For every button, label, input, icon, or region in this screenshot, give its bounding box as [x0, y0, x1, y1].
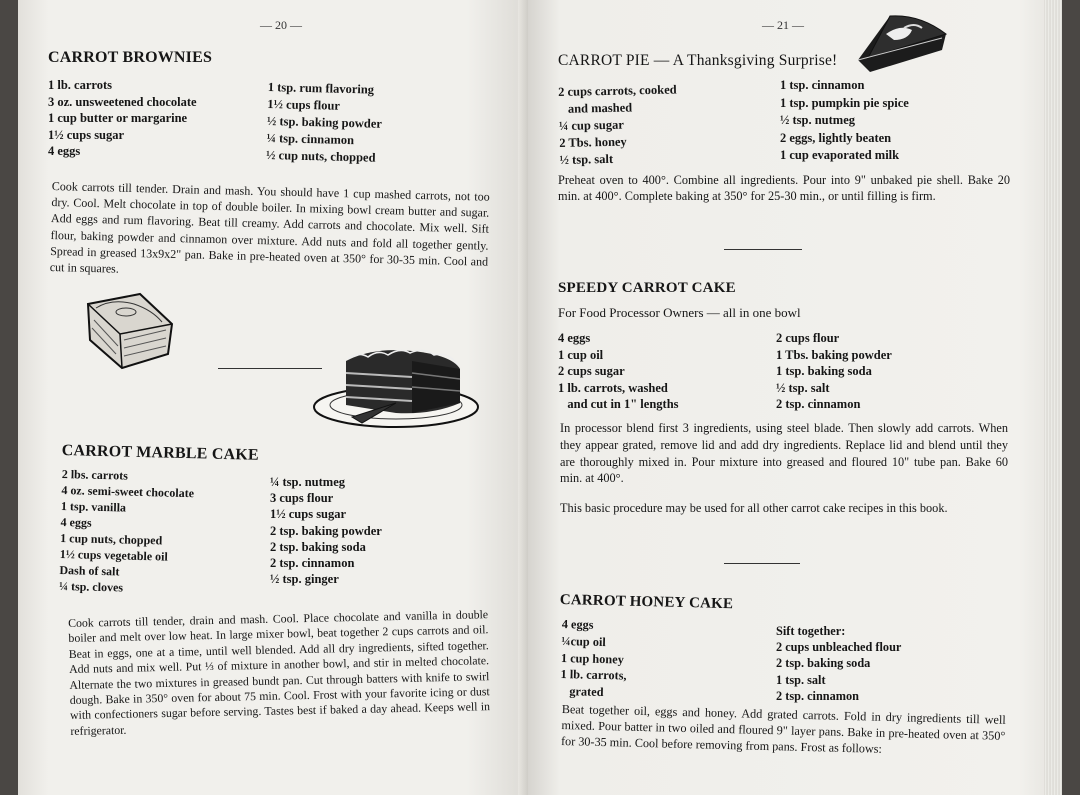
ingredient-item: grated: [559, 684, 604, 700]
ingredient-item: 2 tsp. cinnamon: [270, 556, 355, 571]
recipe-title-carrot-brownies: CARROT BROWNIES: [48, 49, 213, 66]
section-divider: [724, 249, 802, 250]
ingredient-item: 2 cups unbleached flour: [776, 640, 902, 655]
ingredient-item: ¼ tsp. cloves: [58, 578, 124, 595]
ingredient-item: 2 cups flour: [776, 331, 840, 345]
ingredient-item: 4 oz. semi-sweet chocolate: [61, 482, 195, 501]
marble-cake-ingredients-col2: [270, 474, 382, 587]
speedy-cake-note: This basic procedure may be used for all other carrot cake recipes in this book.: [560, 501, 948, 515]
left-page: [18, 0, 528, 795]
recipe-title-carrot-honey-cake: CARROT HONEY CAKE: [559, 592, 734, 613]
ingredient-item: 1 tsp. pumpkin pie spice: [780, 95, 909, 110]
ingredient-item: 1 cup butter or margarine: [48, 111, 188, 125]
right-page: [528, 0, 1062, 795]
ingredient-item: 1 cup honey: [560, 650, 625, 667]
honey-cake-ingredients-col2: [776, 623, 901, 704]
speedy-cake-ingredients-col1: [558, 330, 679, 413]
ingredient-item: 2 eggs, lightly beaten: [780, 130, 892, 145]
ingredient-item: 1 cup evaporated milk: [780, 148, 900, 162]
ingredient-item: 1½ cups sugar: [48, 127, 125, 142]
ingredient-item: 1 lb. carrots, washed: [558, 380, 668, 395]
ingredient-item: 4 eggs: [48, 144, 81, 158]
ingredient-item: ¼ tsp. nutmeg: [270, 475, 346, 489]
page-number-right: — 21 —: [762, 18, 804, 32]
section-divider: [218, 368, 322, 369]
ingredient-item: ½ tsp. salt: [559, 151, 614, 167]
ingredient-item: ½ tsp. nutmeg: [780, 113, 856, 127]
speedy-cake-ingredients-col2: [776, 330, 892, 413]
page-number-left: — 20 —: [260, 18, 302, 32]
ingredient-item: 4 eggs: [60, 514, 92, 530]
ingredient-item: 1 tsp. baking soda: [776, 364, 872, 379]
page-gutter-shadow: [518, 0, 528, 795]
ingredient-item: and mashed: [558, 100, 633, 116]
ingredient-item: 1½ cups flour: [267, 96, 341, 113]
ingredient-item: 1 lb. carrots: [48, 78, 112, 92]
recipe-title-carrot-marble-cake: CARROT MARBLE CAKE: [61, 442, 260, 464]
ingredient-item: 1 tsp. vanilla: [60, 498, 127, 515]
ingredient-item: 4 eggs: [558, 331, 591, 345]
ingredient-item: 1 tsp. rum flavoring: [267, 79, 375, 97]
ingredient-item: 2 tsp. baking soda: [776, 656, 871, 671]
ingredient-item: 2 tsp. baking soda: [270, 539, 366, 554]
ingredient-item: 1 Tbs. baking powder: [776, 347, 892, 362]
ingredient-item: 1½ cups vegetable oil: [59, 546, 168, 564]
ingredient-item: 2 tsp. baking powder: [270, 523, 382, 538]
ingredient-item: 1 cup nuts, chopped: [60, 530, 163, 548]
ingredient-item: Dash of salt: [59, 562, 120, 579]
ingredient-item: 1½ cups sugar: [270, 507, 347, 522]
marble-cake-directions: Cook carrots till tender, drain and mash. Cool. Place chocolate and vanilla in double boiler and melt over low heat. In large mixer bowl, beat together 2 cups carrots and oil. Beat in eggs, one at a time, until well blended. Add all dry ingredients, sifted together. Add nuts and mix well. Put ⅓ of mixture in another bowl, and stir in melted chocolate. Alternate the two mixtures in greased bundt pan. Cut through batters with knife to swirl dough. Bake in 350° oven for about 75 min. Cool. Frost with your favorite icing or dust with confectioners sugar before serving. Tastes best if baked a day ahead. Keeps well in refrigerator.: [68, 607, 491, 738]
ingredient-item: ½ tsp. baking powder: [266, 113, 383, 131]
brownies-ingredients-col1: [48, 77, 197, 160]
honey-cake-ingredients-col1: [560, 616, 628, 702]
section-divider: [724, 563, 800, 564]
ingredient-item: 4 eggs: [561, 616, 594, 632]
ingredient-item: 2 Tbs. honey: [559, 134, 627, 150]
brownie-illustration: [82, 290, 176, 372]
ingredient-item: 2 lbs. carrots: [61, 466, 129, 483]
ingredient-item: 1 tsp. salt: [776, 672, 826, 687]
speedy-cake-subtitle: For Food Processor Owners — all in one bowl: [558, 305, 801, 320]
marble-cake-ingredients-col1: [59, 466, 195, 597]
brownies-directions: Cook carrots till tender. Drain and mash. You should have 1 cup mashed carrots, not too dry. Cool. Melt chocolate in top of double boiler. In mixing bowl cream butter and sugar. Add eggs and rum flavoring. Beat till creamy. Add carrots and chocolate. Mix well. Sift flour, baking powder and cinnamon over mixture. Add nuts and fold all together gently. Spread in greased 13x9x2" pan. Bake in pre-heated oven at 350° for 30-35 min. Cool and cut in squares.: [49, 178, 490, 276]
ingredient-item: 1 tsp. cinnamon: [780, 78, 865, 92]
speedy-cake-directions: In processor blend first 3 ingredients, using steel blade. Then slowly add carrots. When they appear grated, remove lid and add dry ingredients. Replace lid and blend until they are thoroughly mixed in. Pour mixture into greased and floured 10" tube pan. Bake 60 min. at 400°.: [560, 421, 1008, 486]
ingredient-item: 1 cup oil: [558, 347, 604, 362]
ingredient-item: and cut in 1" lengths: [558, 397, 679, 412]
ingredient-item: Sift together:: [776, 624, 846, 638]
ingredient-item: 2 cups carrots, cooked: [558, 82, 677, 99]
ingredient-item: ¼ cup sugar: [558, 117, 624, 133]
pie-directions: Preheat oven to 400°. Combine all ingredients. Pour into 9" unbaked pie shell. Bake 20 min. at 400°. Complete baking at 350° for 25-30 min., or until filling is firm.: [558, 173, 1010, 204]
pie-ingredients-col1: [558, 82, 678, 169]
recipe-title-speedy-carrot-cake: SPEEDY CARROT CAKE: [558, 280, 736, 296]
page-edges: [1044, 0, 1062, 795]
pie-slice-illustration: [850, 10, 954, 76]
ingredient-item: 1 lb. carrots,: [560, 667, 627, 683]
ingredient-item: 3 cups flour: [270, 491, 334, 506]
ingredient-item: ½ cup nuts, chopped: [265, 147, 376, 165]
honey-cake-directions: Beat together oil, eggs and honey. Add grated carrots. Fold in dry ingredients till well mixed. Pour batter in two oiled and floured 9" layer pans. Bake in pre-heated oven at 350° for 30-35 min. Cool before removing from pans. Frost as follows:: [560, 702, 1006, 756]
ingredient-item: 2 cups sugar: [558, 364, 625, 379]
ingredient-item: ½ tsp. salt: [776, 380, 830, 395]
ingredient-item: ¼cup oil: [561, 633, 606, 649]
ingredient-item: 2 tsp. cinnamon: [776, 688, 860, 703]
ingredient-item: 3 oz. unsweetened chocolate: [48, 94, 197, 109]
recipe-title-carrot-pie: CARROT PIE — A Thanksgiving Surprise!: [558, 52, 838, 69]
ingredient-item: 2 tsp. cinnamon: [776, 397, 861, 412]
brownies-ingredients-col2: [266, 79, 383, 167]
ingredient-item: ½ tsp. ginger: [270, 572, 339, 587]
pie-ingredients-col2: [780, 77, 909, 165]
layer-cake-illustration: [312, 343, 484, 433]
ingredient-item: ¼ tsp. cinnamon: [266, 130, 355, 148]
